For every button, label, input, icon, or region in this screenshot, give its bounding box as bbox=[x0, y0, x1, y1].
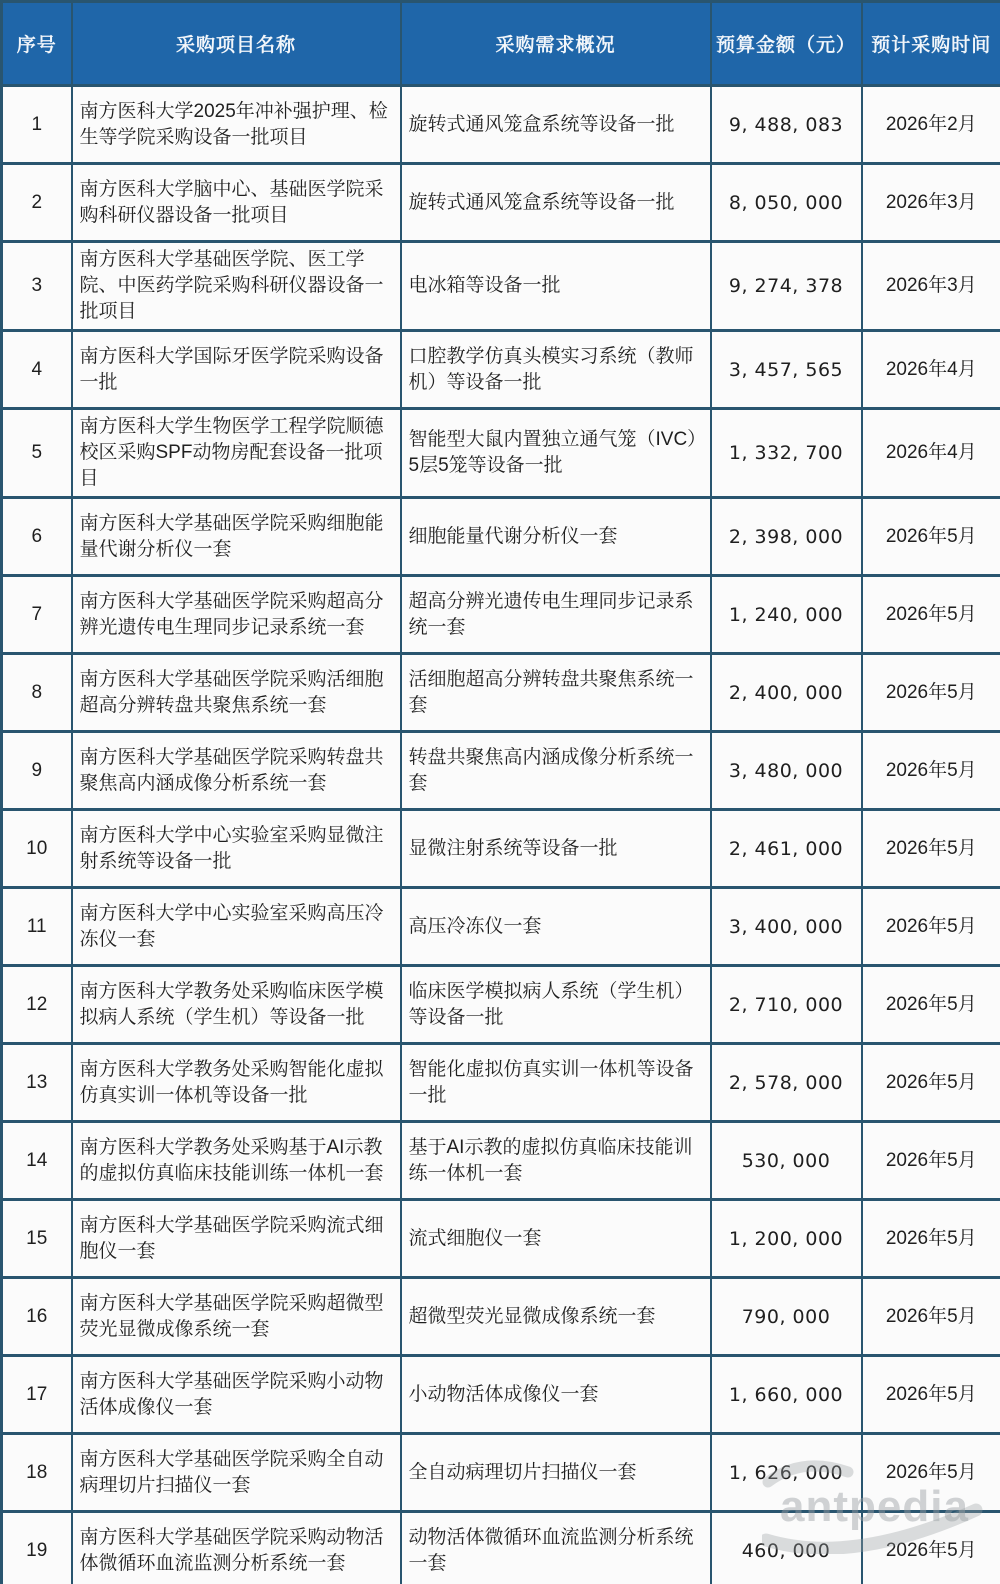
table-row bbox=[2, 654, 1000, 732]
table-row bbox=[2, 888, 1000, 966]
row-index-cell: 9 bbox=[2, 732, 72, 810]
demand-summary-cell: 口腔教学仿真头模实习系统（教师机）等设备一批 bbox=[401, 331, 711, 409]
purchase-time-cell: 2026年5月 bbox=[862, 498, 1000, 576]
project-name-cell: 南方医科大学教务处采购智能化虚拟仿真实训一体机等设备一批 bbox=[72, 1044, 401, 1122]
purchase-time-cell: 2026年4月 bbox=[862, 331, 1000, 409]
demand-summary-cell: 高压冷冻仪一套 bbox=[401, 888, 711, 966]
row-index-cell: 11 bbox=[2, 888, 72, 966]
project-name-cell: 南方医科大学教务处采购基于AI示教的虚拟仿真临床技能训练一体机一套 bbox=[72, 1122, 401, 1200]
project-name-cell: 南方医科大学教务处采购临床医学模拟病人系统（学生机）等设备一批 bbox=[72, 966, 401, 1044]
table-row bbox=[2, 242, 1000, 331]
demand-summary-cell: 全自动病理切片扫描仪一套 bbox=[401, 1434, 711, 1512]
purchase-time-cell: 2026年5月 bbox=[862, 1356, 1000, 1434]
purchase-time-cell: 2026年5月 bbox=[862, 576, 1000, 654]
table-row bbox=[2, 732, 1000, 810]
budget-amount-cell: 2, 398, 000 bbox=[711, 498, 862, 576]
budget-amount-cell: 3, 457, 565 bbox=[711, 331, 862, 409]
purchase-time-cell: 2026年5月 bbox=[862, 654, 1000, 732]
demand-summary-cell: 基于AI示教的虚拟仿真临床技能训练一体机一套 bbox=[401, 1122, 711, 1200]
row-index-cell: 15 bbox=[2, 1200, 72, 1278]
budget-amount-cell: 1, 200, 000 bbox=[711, 1200, 862, 1278]
budget-amount-cell: 1, 332, 700 bbox=[711, 409, 862, 498]
table-row bbox=[2, 1278, 1000, 1356]
purchase-time-cell: 2026年5月 bbox=[862, 1278, 1000, 1356]
row-index-cell: 2 bbox=[2, 164, 72, 242]
project-name-cell: 南方医科大学国际牙医学院采购设备一批 bbox=[72, 331, 401, 409]
project-name-cell: 南方医科大学基础医学院采购动物活体微循环血流监测分析系统一套 bbox=[72, 1512, 401, 1584]
table-header-row bbox=[2, 2, 1000, 86]
project-name-cell: 南方医科大学脑中心、基础医学院采购科研仪器设备一批项目 bbox=[72, 164, 401, 242]
row-index-cell: 5 bbox=[2, 409, 72, 498]
project-name-cell: 南方医科大学基础医学院采购超微型荧光显微成像系统一套 bbox=[72, 1278, 401, 1356]
project-name-cell: 南方医科大学中心实验室采购高压冷冻仪一套 bbox=[72, 888, 401, 966]
demand-summary-cell: 动物活体微循环血流监测分析系统一套 bbox=[401, 1512, 711, 1584]
project-name-cell: 南方医科大学基础医学院、医工学院、中医药学院采购科研仪器设备一批项目 bbox=[72, 242, 401, 331]
demand-summary-cell: 旋转式通风笼盒系统等设备一批 bbox=[401, 86, 711, 164]
row-index-cell: 7 bbox=[2, 576, 72, 654]
budget-amount-cell: 2, 578, 000 bbox=[711, 1044, 862, 1122]
row-index-cell: 12 bbox=[2, 966, 72, 1044]
demand-summary-cell: 细胞能量代谢分析仪一套 bbox=[401, 498, 711, 576]
purchase-time-cell: 2026年5月 bbox=[862, 732, 1000, 810]
row-index-cell: 6 bbox=[2, 498, 72, 576]
demand-summary-cell: 小动物活体成像仪一套 bbox=[401, 1356, 711, 1434]
col-header-budget: 预算金额（元） bbox=[711, 2, 862, 86]
col-header-index: 序号 bbox=[2, 2, 72, 86]
project-name-cell: 南方医科大学基础医学院采购流式细胞仪一套 bbox=[72, 1200, 401, 1278]
demand-summary-cell: 流式细胞仪一套 bbox=[401, 1200, 711, 1278]
budget-amount-cell: 3, 480, 000 bbox=[711, 732, 862, 810]
budget-amount-cell: 2, 400, 000 bbox=[711, 654, 862, 732]
purchase-time-cell: 2026年5月 bbox=[862, 1434, 1000, 1512]
purchase-time-cell: 2026年5月 bbox=[862, 1512, 1000, 1584]
project-name-cell: 南方医科大学基础医学院采购活细胞超高分辨转盘共聚焦系统一套 bbox=[72, 654, 401, 732]
budget-amount-cell: 530, 000 bbox=[711, 1122, 862, 1200]
project-name-cell: 南方医科大学中心实验室采购显微注射系统等设备一批 bbox=[72, 810, 401, 888]
demand-summary-cell: 旋转式通风笼盒系统等设备一批 bbox=[401, 164, 711, 242]
row-index-cell: 10 bbox=[2, 810, 72, 888]
table-row bbox=[2, 1356, 1000, 1434]
budget-amount-cell: 790, 000 bbox=[711, 1278, 862, 1356]
budget-amount-cell: 2, 710, 000 bbox=[711, 966, 862, 1044]
purchase-time-cell: 2026年5月 bbox=[862, 888, 1000, 966]
demand-summary-cell: 智能型大鼠内置独立通气笼（IVC）5层5笼等设备一批 bbox=[401, 409, 711, 498]
demand-summary-cell: 智能化虚拟仿真实训一体机等设备一批 bbox=[401, 1044, 711, 1122]
table-row bbox=[2, 331, 1000, 409]
project-name-cell: 南方医科大学基础医学院采购超高分辨光遗传电生理同步记录系统一套 bbox=[72, 576, 401, 654]
budget-amount-cell: 2, 461, 000 bbox=[711, 810, 862, 888]
purchase-time-cell: 2026年4月 bbox=[862, 409, 1000, 498]
budget-amount-cell: 460, 000 bbox=[711, 1512, 862, 1584]
demand-summary-cell: 活细胞超高分辨转盘共聚焦系统一套 bbox=[401, 654, 711, 732]
budget-amount-cell: 1, 240, 000 bbox=[711, 576, 862, 654]
table-row bbox=[2, 1512, 1000, 1584]
table-row bbox=[2, 86, 1000, 164]
row-index-cell: 14 bbox=[2, 1122, 72, 1200]
budget-amount-cell: 9, 488, 083 bbox=[711, 86, 862, 164]
purchase-time-cell: 2026年5月 bbox=[862, 1044, 1000, 1122]
demand-summary-cell: 显微注射系统等设备一批 bbox=[401, 810, 711, 888]
project-name-cell: 南方医科大学基础医学院采购细胞能量代谢分析仪一套 bbox=[72, 498, 401, 576]
purchase-time-cell: 2026年5月 bbox=[862, 1122, 1000, 1200]
table-row bbox=[2, 1122, 1000, 1200]
purchase-time-cell: 2026年5月 bbox=[862, 1200, 1000, 1278]
table-row bbox=[2, 576, 1000, 654]
table-row bbox=[2, 966, 1000, 1044]
demand-summary-cell: 转盘共聚焦高内涵成像分析系统一套 bbox=[401, 732, 711, 810]
col-header-project: 采购项目名称 bbox=[72, 2, 401, 86]
table-row bbox=[2, 1200, 1000, 1278]
budget-amount-cell: 3, 400, 000 bbox=[711, 888, 862, 966]
table-row bbox=[2, 810, 1000, 888]
table-body bbox=[2, 86, 1000, 1584]
col-header-demand: 采购需求概况 bbox=[401, 2, 711, 86]
project-name-cell: 南方医科大学生物医学工程学院顺德校区采购SPF动物房配套设备一批项目 bbox=[72, 409, 401, 498]
table-row bbox=[2, 409, 1000, 498]
budget-amount-cell: 9, 274, 378 bbox=[711, 242, 862, 331]
purchase-time-cell: 2026年3月 bbox=[862, 242, 1000, 331]
row-index-cell: 13 bbox=[2, 1044, 72, 1122]
row-index-cell: 3 bbox=[2, 242, 72, 331]
purchase-time-cell: 2026年2月 bbox=[862, 86, 1000, 164]
project-name-cell: 南方医科大学基础医学院采购全自动病理切片扫描仪一套 bbox=[72, 1434, 401, 1512]
table-row bbox=[2, 1434, 1000, 1512]
demand-summary-cell: 电冰箱等设备一批 bbox=[401, 242, 711, 331]
project-name-cell: 南方医科大学基础医学院采购小动物活体成像仪一套 bbox=[72, 1356, 401, 1434]
row-index-cell: 19 bbox=[2, 1512, 72, 1584]
budget-amount-cell: 8, 050, 000 bbox=[711, 164, 862, 242]
row-index-cell: 8 bbox=[2, 654, 72, 732]
budget-amount-cell: 1, 626, 000 bbox=[711, 1434, 862, 1512]
budget-amount-cell: 1, 660, 000 bbox=[711, 1356, 862, 1434]
row-index-cell: 18 bbox=[2, 1434, 72, 1512]
row-index-cell: 16 bbox=[2, 1278, 72, 1356]
demand-summary-cell: 临床医学模拟病人系统（学生机）等设备一批 bbox=[401, 966, 711, 1044]
watermark-text: antpedia bbox=[780, 1482, 969, 1531]
demand-summary-cell: 超高分辨光遗传电生理同步记录系统一套 bbox=[401, 576, 711, 654]
row-index-cell: 4 bbox=[2, 331, 72, 409]
table-row bbox=[2, 1044, 1000, 1122]
table-row bbox=[2, 164, 1000, 242]
project-name-cell: 南方医科大学2025年冲补强护理、检生等学院采购设备一批项目 bbox=[72, 86, 401, 164]
purchase-time-cell: 2026年5月 bbox=[862, 966, 1000, 1044]
col-header-time: 预计采购时间 bbox=[862, 2, 1000, 86]
purchase-time-cell: 2026年5月 bbox=[862, 810, 1000, 888]
project-name-cell: 南方医科大学基础医学院采购转盘共聚焦高内涵成像分析系统一套 bbox=[72, 732, 401, 810]
demand-summary-cell: 超微型荧光显微成像系统一套 bbox=[401, 1278, 711, 1356]
row-index-cell: 17 bbox=[2, 1356, 72, 1434]
purchase-time-cell: 2026年3月 bbox=[862, 164, 1000, 242]
row-index-cell: 1 bbox=[2, 86, 72, 164]
table-row bbox=[2, 498, 1000, 576]
